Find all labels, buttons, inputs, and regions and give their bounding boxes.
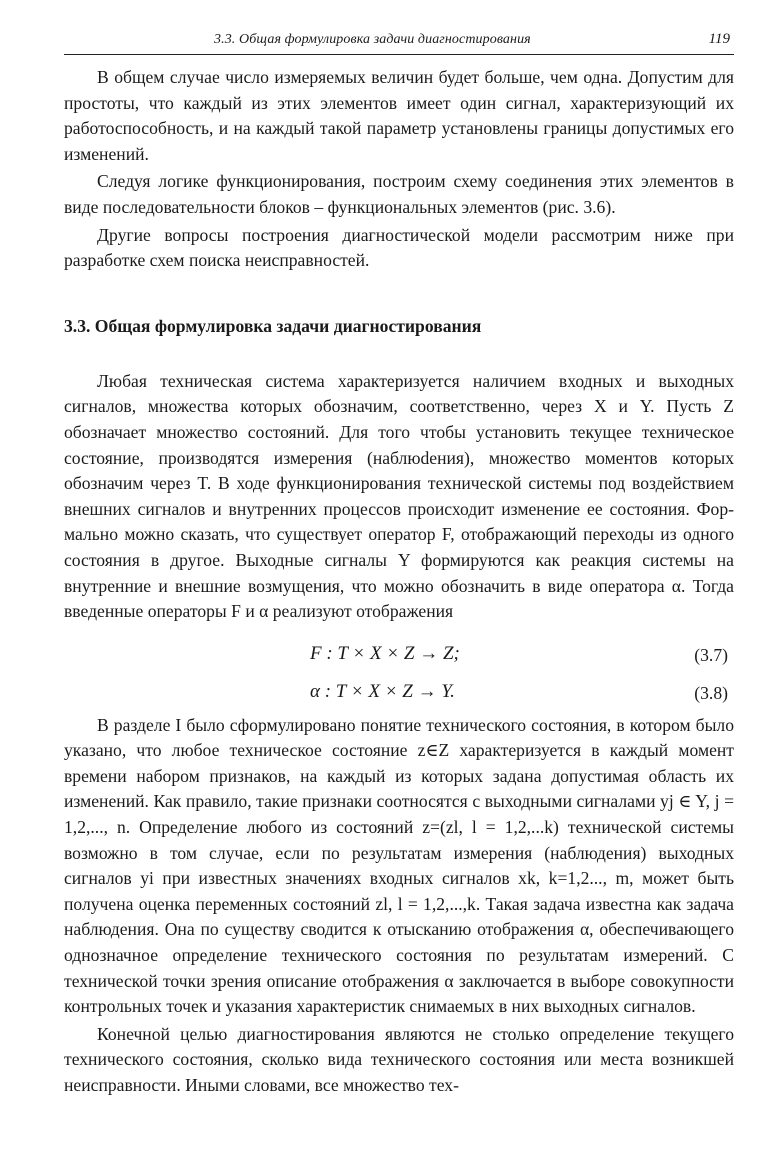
section-heading: 3.3. Общая формулировка задачи диагностирования bbox=[64, 315, 482, 336]
paragraph-measured-values: В общем случае число измеряемых величин будет больше, чем одна. Допустим для простоты, что каждый из этих элементов имеет один сигнал, характеризующий их работоспособность, и на каждый такой параметр установлены границы допустимых его изменений. bbox=[64, 67, 734, 164]
paragraph-other-questions: Другие вопросы построения диагностической модели рассмотрим ниже при разработке схем поиска неисправностей. bbox=[64, 224, 734, 271]
formula-3-8 bbox=[64, 673, 734, 711]
equation-number: (3.8) bbox=[694, 682, 728, 703]
page-number: 119 bbox=[708, 31, 730, 47]
formula-3-7 bbox=[64, 635, 734, 673]
paragraph-observation-task: В разделе I было сформулировано понятие технического состояния, в котором было указано, что любое техническое состояние z∈Z характеризуется в каждый момент времени набором признаков, на каждый из которых задана допустимая область их изменений. Как правило, такие признаки соотносятся с выходными сигналами yj ∈ Y, j = 1,2,..., n. Определение любого из состояний z=(zl, l = 1,2,...k) технической системы возможно в том случае, если по результатам измерения (наблюдения) выходных сигналов yi при известных значениях входных сигналов xk, k=1,2..., m, может быть получена оценка переменных состояний zl, l = 1,2,...,k. Такая задача известна как задача наблюдения. Она по существу сводится к отысканию отображения α, обеспечивающего однозначное определение технического состояния по результатам измерений. С технической точки зрения описание отображения α заключается в выборе совокупности контрольных точек и указания характеристик снимаемых в них выходных сигналов. bbox=[64, 714, 734, 1017]
paragraph-diagnosis-goal: Конечной целью диагностирования являются не столько определение текущего технического состояния, сколько вида технического состояния или места возникшей неисправности. Иными словами, все множество тех- bbox=[64, 1023, 734, 1095]
equation-number: (3.7) bbox=[694, 644, 728, 665]
formula-expression: α : T × X × Z → Y. bbox=[310, 680, 455, 702]
book-page bbox=[64, 28, 734, 1101]
running-head bbox=[64, 28, 734, 55]
formula-expression: F : T × X × Z → Z; bbox=[310, 642, 460, 664]
paragraph-system-signals: Любая техническая система характеризуется наличием входных и выходных сигналов, множества которых обозначим, соответственно, через X и Y. Пусть Z обозначает множество состояний. Для того чтобы установить текущее техническое состояние, производятся измерения (наблюdения), множество моментов которых обозначим через T. В ходе функционирования технической системы под воздействием внешних сигналов и внутренних процессов происходит изменение ее состояния. Формально можно сказать, что существует оператор F, отображающий переходы из одного состояния в другое. Выходные сигналы Y формируются как реакция системы на внутренние и внешние возмущения, что можно обозначить в виде оператора α. Тогда введенные операторы F и α реализуют отображения bbox=[64, 370, 734, 622]
running-title: 3.3. Общая формулировка задачи диагностирования bbox=[214, 32, 531, 47]
paragraph-block-scheme: Следуя логике функционирования, построим схему соединения этих элементов в виде последовательности блоков – функциональных элементов (рис. 3.6). bbox=[64, 171, 734, 217]
